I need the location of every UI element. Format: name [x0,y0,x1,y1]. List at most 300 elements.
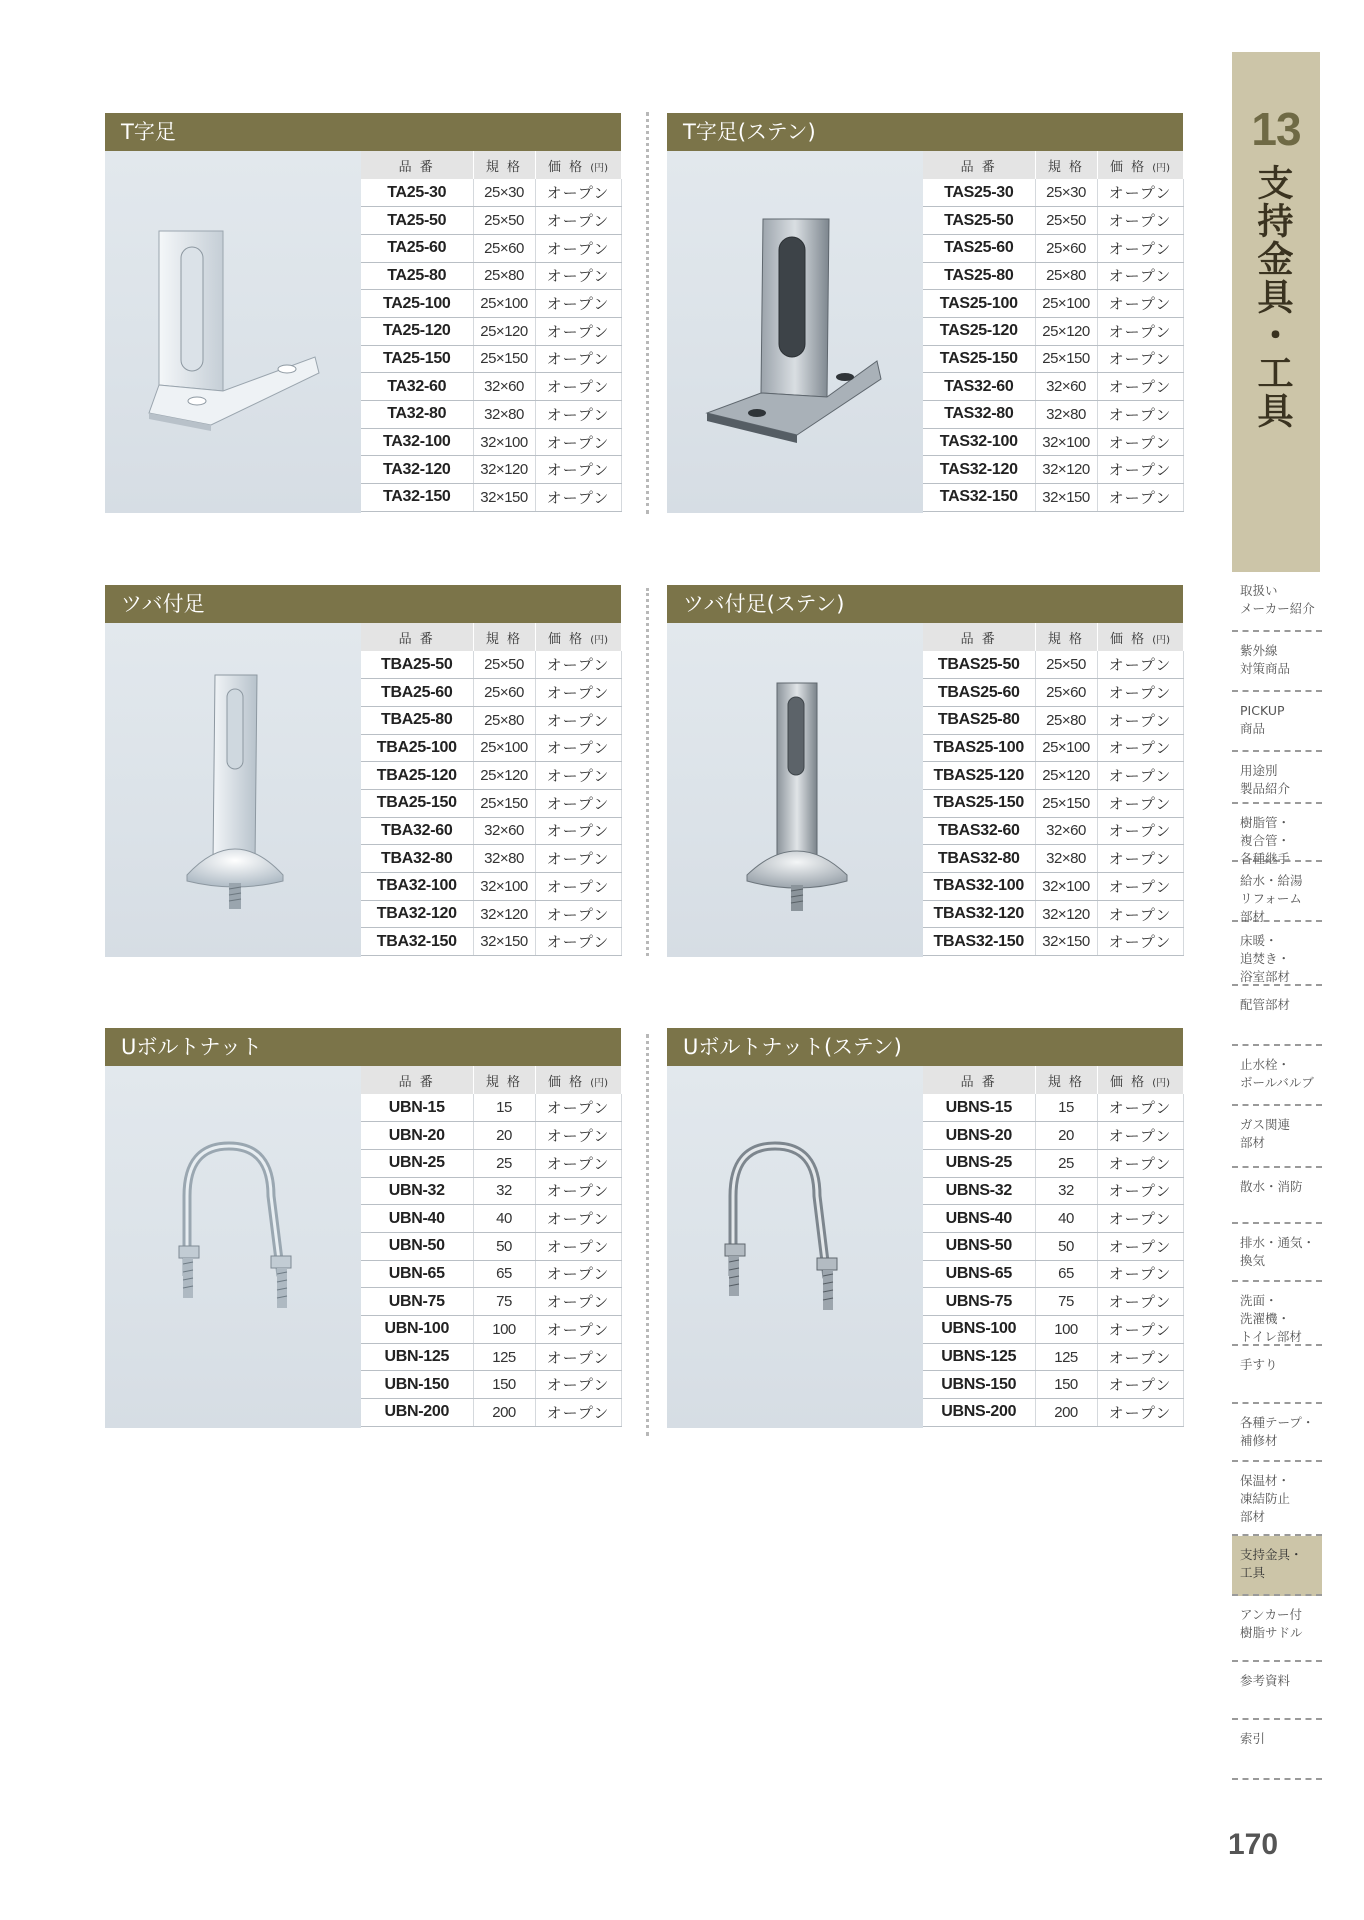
side-nav-item[interactable] [1232,922,1322,986]
header-price [535,623,621,651]
cell-code: UBNS-15 [923,1094,1035,1122]
section-title: T字足(ステン) [667,113,1183,151]
cell-size: 25 [473,1149,535,1177]
cell-code: TBA32-80 [361,845,473,873]
cell-code: TA32-100 [361,428,473,456]
cell-price: オープン [1097,345,1183,373]
cell-price: オープン [1097,373,1183,401]
cell-code: UBN-20 [361,1122,473,1150]
cell-code: UBNS-150 [923,1371,1035,1399]
cell-code: UBN-125 [361,1343,473,1371]
cell-code: TAS25-30 [923,179,1035,207]
spec-table [361,151,622,512]
table-row [923,900,1183,928]
cell-size: 32 [473,1177,535,1205]
side-nav-item-label: アンカー付 [1240,1607,1303,1622]
side-nav-item-label: 工具 [1240,1565,1266,1580]
cell-price: オープン [1097,1205,1183,1233]
cell-size: 25×30 [1035,179,1097,207]
cell-code: TBAS25-60 [923,679,1035,707]
cell-price: オープン [1097,651,1183,679]
cell-price: オープン [535,1371,621,1399]
header-price-unit: (円) [590,634,609,646]
cell-size: 20 [1035,1122,1097,1150]
table-row [361,1343,621,1371]
table-row [361,1149,621,1177]
side-nav-item[interactable] [1232,804,1322,866]
side-nav-item-label: 商品 [1240,721,1266,736]
cell-code: UBN-150 [361,1371,473,1399]
cell-code: UBN-32 [361,1177,473,1205]
cell-price: オープン [535,456,621,484]
cell-size: 100 [473,1316,535,1344]
table-row [923,345,1183,373]
header-code: 品 番 [361,151,473,179]
table-row [923,1371,1183,1399]
table-row [361,234,621,262]
header-price [1097,623,1183,651]
cell-code: TBAS25-120 [923,762,1035,790]
cell-price: オープン [535,345,621,373]
cell-price: オープン [535,317,621,345]
header-code: 品 番 [923,1066,1035,1094]
table-row [361,679,621,707]
side-nav-item[interactable] [1232,692,1322,752]
cell-price: オープン [535,651,621,679]
cell-price: オープン [1097,317,1183,345]
cell-price: オープン [535,1122,621,1150]
cell-size: 25×60 [473,234,535,262]
cell-size: 125 [1035,1343,1097,1371]
side-nav-item[interactable] [1232,1346,1322,1404]
cell-code: UBN-200 [361,1399,473,1427]
cell-size: 25×50 [1035,651,1097,679]
table-row [923,1288,1183,1316]
cell-code: TBA25-100 [361,734,473,762]
side-nav-item-label: 索引 [1240,1731,1266,1746]
cell-size: 32×80 [1035,845,1097,873]
cell-size: 25×80 [473,262,535,290]
table-row [361,262,621,290]
cell-price: オープン [1097,845,1183,873]
cell-price: オープン [1097,234,1183,262]
side-nav-item-label: 換気 [1240,1253,1266,1268]
table-row [923,290,1183,318]
cell-code: TA25-50 [361,207,473,235]
table-row [923,1232,1183,1260]
cell-size: 32×60 [1035,817,1097,845]
side-nav-item-label: 部材 [1240,1135,1266,1150]
table-row [923,706,1183,734]
cell-price: オープン [535,290,621,318]
cell-price: オープン [535,484,621,512]
table-row [361,1122,621,1150]
header-price-label: 価 格 [547,631,585,647]
side-nav-item-label: PICKUP [1240,703,1285,718]
table-row [923,1177,1183,1205]
cell-code: TBAS25-150 [923,789,1035,817]
side-nav-item[interactable] [1232,1662,1322,1720]
cell-code: TA25-80 [361,262,473,290]
cell-size: 65 [473,1260,535,1288]
table-row [361,1371,621,1399]
header-price-label: 価 格 [547,1074,585,1090]
product-image [667,1066,923,1428]
cell-price: オープン [535,928,621,956]
cell-code: TAS25-100 [923,290,1035,318]
section-body [667,1066,1183,1428]
cell-code: TAS32-60 [923,373,1035,401]
side-nav-item[interactable] [1232,1168,1322,1224]
header-price [535,1066,621,1094]
side-nav-item-label: 給水・給湯 [1240,873,1303,888]
side-nav-item-label: ボールバルブ [1240,1075,1314,1090]
cell-size: 25×120 [1035,317,1097,345]
cell-code: TBA32-60 [361,817,473,845]
side-nav-item-label: 散水・消防 [1240,1179,1303,1194]
cell-price: オープン [535,817,621,845]
table-row [923,1260,1183,1288]
cell-price: オープン [535,845,621,873]
table-row [923,373,1183,401]
cell-price: オープン [535,1316,621,1344]
header-size: 規 格 [1035,623,1097,651]
header-price-unit: (円) [1152,634,1171,646]
cell-code: TBAS32-100 [923,873,1035,901]
chapter-number: 13 [1251,103,1301,155]
header-code: 品 番 [361,623,473,651]
cell-size: 25×100 [1035,290,1097,318]
cell-price: オープン [535,1149,621,1177]
cell-price: オープン [1097,1371,1183,1399]
table-row [361,651,621,679]
cell-price: オープン [1097,428,1183,456]
header-price-unit: (円) [1152,1077,1171,1089]
section-body [667,151,1183,513]
section-title: Uボルトナット [105,1028,621,1066]
cell-size: 32×120 [473,900,535,928]
cell-code: UBN-25 [361,1149,473,1177]
side-nav-item[interactable] [1232,572,1322,632]
cell-code: UBN-40 [361,1205,473,1233]
table-row [361,1232,621,1260]
table-row [361,873,621,901]
cell-price: オープン [1097,762,1183,790]
chapter-tab [1232,52,1320,572]
cell-size: 32×150 [473,928,535,956]
table-row [361,817,621,845]
side-nav-item-label: 止水栓・ [1240,1057,1291,1072]
cell-size: 25×60 [1035,679,1097,707]
side-nav-item-label: 保温材・ [1240,1473,1291,1488]
table-row [361,900,621,928]
side-nav-item[interactable] [1232,1596,1322,1662]
section-title: T字足 [105,113,621,151]
table-row [361,845,621,873]
cell-price: オープン [1097,484,1183,512]
cell-code: UBNS-32 [923,1177,1035,1205]
cell-price: オープン [535,1260,621,1288]
cell-size: 32×100 [473,873,535,901]
section-title: Uボルトナット(ステン) [667,1028,1183,1066]
cell-price: オープン [1097,179,1183,207]
header-code: 品 番 [923,623,1035,651]
side-nav-item[interactable] [1232,1462,1322,1536]
header-price-label: 価 格 [1109,159,1147,175]
cell-price: オープン [535,1343,621,1371]
cell-size: 32×100 [1035,873,1097,901]
table-row [361,734,621,762]
header-price-label: 価 格 [1109,1074,1147,1090]
table-row [923,1316,1183,1344]
cell-size: 150 [1035,1371,1097,1399]
table-row [361,1094,621,1122]
cell-price: オープン [1097,1094,1183,1122]
table-row [923,789,1183,817]
side-nav-item-label: メーカー紹介 [1240,601,1315,616]
table-row [361,179,621,207]
side-nav-item-label: 手すり [1240,1357,1278,1372]
cell-code: UBN-100 [361,1316,473,1344]
cell-price: オープン [535,1288,621,1316]
cell-size: 25×60 [1035,234,1097,262]
table-row [361,1288,621,1316]
header-price [1097,1066,1183,1094]
side-nav-item-label: 洗濯機・ [1240,1311,1291,1326]
cell-price: オープン [1097,1149,1183,1177]
cell-code: TA25-100 [361,290,473,318]
section-title: ツバ付足(ステン) [667,585,1183,623]
cell-size: 25×120 [473,762,535,790]
header-code: 品 番 [361,1066,473,1094]
header-price-label: 価 格 [1109,631,1147,647]
cell-size: 25×80 [1035,706,1097,734]
column-divider [646,1034,649,1436]
cell-price: オープン [535,1177,621,1205]
cell-price: オープン [535,1399,621,1427]
side-nav-item-label: リフォーム [1240,891,1302,906]
cell-size: 100 [1035,1316,1097,1344]
table-row [923,679,1183,707]
cell-price: オープン [1097,1177,1183,1205]
cell-code: UBNS-25 [923,1149,1035,1177]
cell-price: オープン [535,428,621,456]
cell-size: 32×100 [473,428,535,456]
cell-code: TAS32-80 [923,401,1035,429]
cell-code: TBAS25-100 [923,734,1035,762]
cell-price: オープン [1097,1122,1183,1150]
header-price [535,151,621,179]
cell-code: TAS32-120 [923,456,1035,484]
side-nav-item[interactable] [1232,1224,1322,1282]
side-nav-item-label: ガス関連 [1240,1117,1291,1132]
side-nav-item[interactable] [1232,862,1322,922]
table-row [361,706,621,734]
cell-code: TAS32-150 [923,484,1035,512]
cell-size: 20 [473,1122,535,1150]
cell-code: TBA25-120 [361,762,473,790]
cell-size: 25×30 [473,179,535,207]
cell-size: 25×60 [473,679,535,707]
product-image [105,1066,361,1428]
section-body [105,1066,621,1428]
cell-size: 32×150 [1035,484,1097,512]
cell-size: 25×150 [473,789,535,817]
table-row [361,1177,621,1205]
cell-code: UBNS-200 [923,1399,1035,1427]
cell-code: UBNS-50 [923,1232,1035,1260]
table-row [923,873,1183,901]
cell-code: TBAS25-50 [923,651,1035,679]
cell-code: TAS25-50 [923,207,1035,235]
cell-size: 25×120 [1035,762,1097,790]
table-row [361,207,621,235]
product-section [667,585,1183,957]
spec-table [923,623,1184,956]
cell-size: 75 [1035,1288,1097,1316]
cell-size: 32×120 [473,456,535,484]
cell-price: オープン [535,706,621,734]
cell-size: 15 [473,1094,535,1122]
side-nav-item-label: 排水・通気・ [1240,1235,1316,1250]
cell-price: オープン [535,179,621,207]
cell-size: 25×50 [473,207,535,235]
table-row [361,401,621,429]
cell-code: UBN-75 [361,1288,473,1316]
side-nav-item-label: 部材 [1240,1509,1266,1524]
table-row [923,1399,1183,1427]
table-row [923,845,1183,873]
cell-price: オープン [1097,262,1183,290]
cell-price: オープン [1097,1260,1183,1288]
cell-price: オープン [1097,401,1183,429]
side-nav-item-label: 用途別 [1240,763,1278,778]
cell-price: オープン [535,789,621,817]
cell-price: オープン [535,401,621,429]
side-nav-item[interactable] [1232,1106,1322,1168]
cell-price: オープン [535,1205,621,1233]
cell-size: 50 [473,1232,535,1260]
cell-code: TBAS25-80 [923,706,1035,734]
side-nav-item[interactable] [1232,1536,1322,1596]
side-nav-item-label: 製品紹介 [1240,781,1291,796]
table-row [361,456,621,484]
side-nav-item[interactable] [1232,752,1322,804]
cell-code: UBNS-125 [923,1343,1035,1371]
header-price-label: 価 格 [547,159,585,175]
cell-price: オープン [535,1232,621,1260]
cell-code: TBA32-100 [361,873,473,901]
table-row [361,1316,621,1344]
header-size: 規 格 [473,1066,535,1094]
side-nav-item[interactable] [1232,986,1322,1046]
table-row [923,1343,1183,1371]
side-nav-item[interactable] [1232,632,1322,692]
side-nav-item[interactable] [1232,1404,1322,1462]
cell-size: 32×150 [473,484,535,512]
side-nav-item-label: 取扱い [1240,583,1278,598]
cell-code: TBA25-150 [361,789,473,817]
cell-size: 32×80 [1035,401,1097,429]
table-row [361,345,621,373]
cell-size: 25 [1035,1149,1097,1177]
table-row [361,373,621,401]
side-nav-item-label: 各種継手 [1240,851,1291,866]
cell-size: 25×100 [473,734,535,762]
cell-code: UBNS-20 [923,1122,1035,1150]
cell-size: 200 [473,1399,535,1427]
table-row [923,817,1183,845]
cell-code: TBA25-80 [361,706,473,734]
cell-price: オープン [1097,1399,1183,1427]
cell-price: オープン [1097,734,1183,762]
header-size: 規 格 [473,623,535,651]
table-row [361,484,621,512]
cell-size: 32×80 [473,845,535,873]
table-row [923,234,1183,262]
cell-size: 32×100 [1035,428,1097,456]
product-image [667,623,923,957]
cell-price: オープン [535,207,621,235]
header-price-unit: (円) [1152,162,1171,174]
side-nav-item-label: 樹脂管・ [1240,815,1291,830]
product-section [105,585,621,957]
cell-price: オープン [535,734,621,762]
side-nav-item[interactable] [1232,1282,1322,1346]
cell-size: 25×150 [1035,789,1097,817]
table-row [361,317,621,345]
side-nav-item-label: 紫外線 [1240,643,1278,658]
cell-price: オープン [1097,928,1183,956]
cell-code: UBN-15 [361,1094,473,1122]
side-nav-item-label: 凍結防止 [1240,1491,1291,1506]
table-row [923,1122,1183,1150]
column-divider [646,112,649,514]
side-nav-item-label: 支持金具・ [1240,1547,1303,1562]
cell-code: TAS25-80 [923,262,1035,290]
side-nav-item-label: 洗面・ [1240,1293,1278,1308]
cell-code: TBAS32-150 [923,928,1035,956]
section-body [667,623,1183,957]
table-row [923,456,1183,484]
chapter-title: 支持金具・工具 [1252,164,1293,430]
cell-price: オープン [535,1094,621,1122]
cell-code: TBAS32-120 [923,900,1035,928]
cell-code: TA25-30 [361,179,473,207]
cell-price: オープン [1097,1232,1183,1260]
side-nav-item[interactable] [1232,1720,1322,1780]
side-nav-item-label: 対策商品 [1240,661,1291,676]
cell-code: TBA32-120 [361,900,473,928]
table-row [923,179,1183,207]
cell-price: オープン [1097,900,1183,928]
cell-size: 25×50 [473,651,535,679]
header-size: 規 格 [473,151,535,179]
cell-price: オープン [1097,817,1183,845]
spec-table [923,151,1184,512]
table-row [923,1094,1183,1122]
table-row [361,762,621,790]
cell-size: 32×80 [473,401,535,429]
side-nav-item[interactable] [1232,1046,1322,1106]
side-nav-item-label: 浴室部材 [1240,969,1291,984]
section-title: ツバ付足 [105,585,621,623]
header-size: 規 格 [1035,151,1097,179]
side-nav-item-label: 追焚き・ [1240,951,1291,966]
table-row [361,428,621,456]
table-row [923,734,1183,762]
cell-code: UBN-65 [361,1260,473,1288]
